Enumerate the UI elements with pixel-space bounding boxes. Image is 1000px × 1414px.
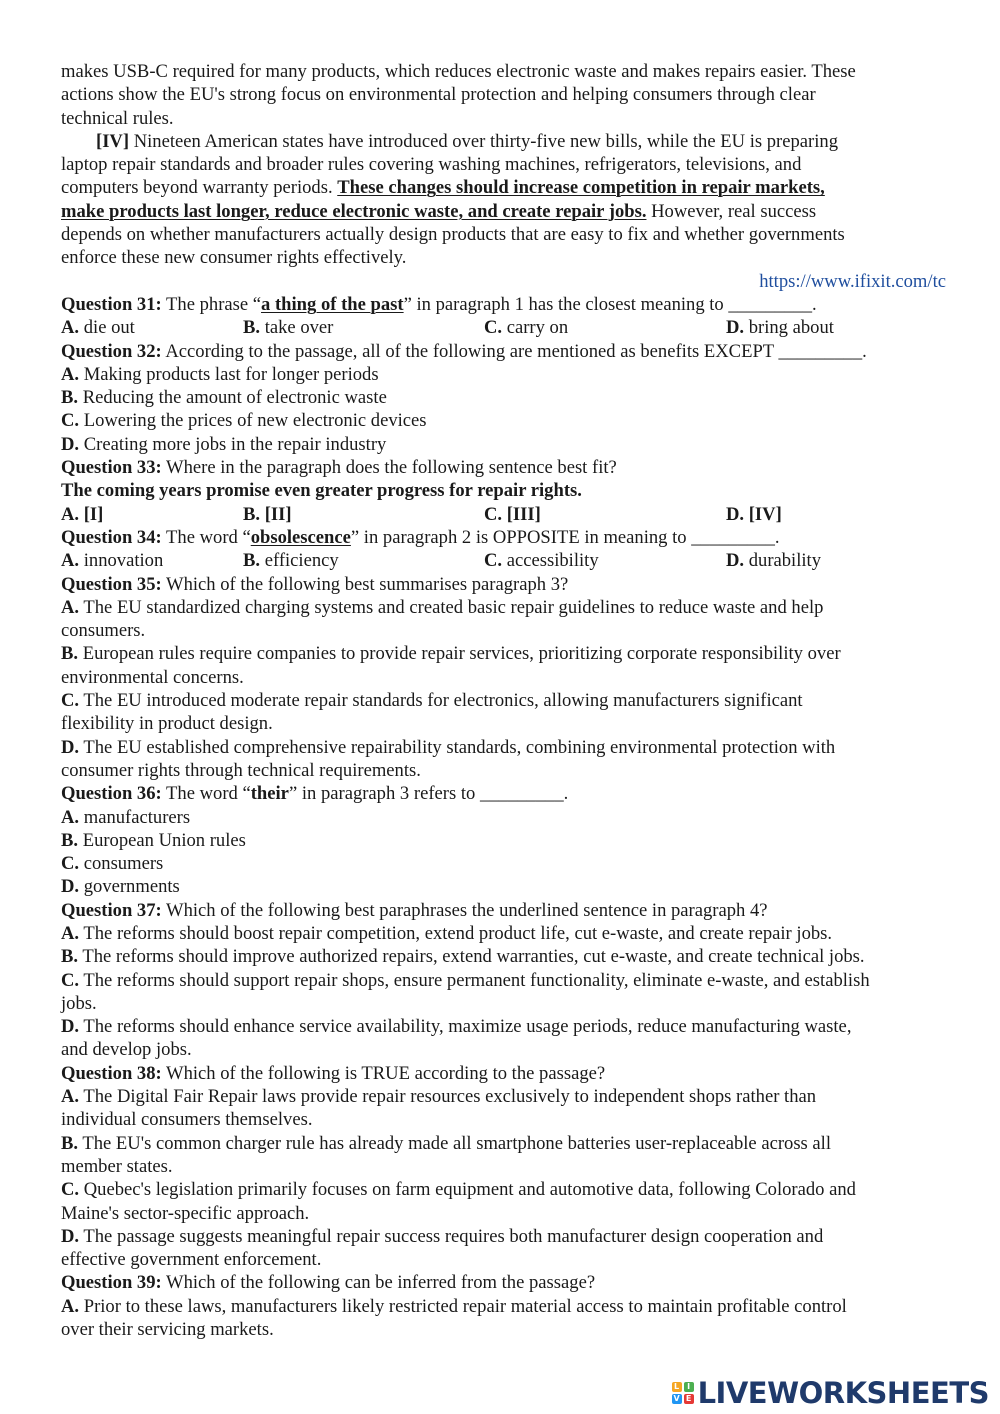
option-d[interactable]: D. durability [726, 550, 822, 572]
paragraph-4-line: enforce these new consumer rights effectively. [61, 247, 407, 269]
question-39: Question 39: Which of the following can be inferred from the passage? [61, 1272, 596, 1294]
insert-sentence: The coming years promise even greater progress for repair rights. [61, 480, 582, 502]
option-b[interactable]: B. take over [243, 317, 334, 339]
option-a[interactable]: A. Making products last for longer periods [61, 363, 379, 385]
option-d[interactable]: D. bring about [726, 317, 834, 339]
question-33: Question 33: Where in the paragraph does the following sentence best fit? [61, 457, 617, 479]
paragraph-4-line: depends on whether manufacturers actually design products that are easy to fix and whether governments [61, 224, 845, 246]
option-a[interactable]: A. Prior to these laws, manufacturers likely restricted repair material access to maintain profitable control over their servicing markets. [61, 1295, 847, 1341]
question-32: Question 32: According to the passage, all of the following are mentioned as benefits EXCEPT _________. [61, 340, 867, 362]
question-35: Question 35: Which of the following best summarises paragraph 3? [61, 573, 569, 595]
option-d[interactable]: D. The passage suggests meaningful repair success requires both manufacturer design cooperation and effective government enforcement. [61, 1225, 824, 1271]
option-b[interactable]: B. European rules require companies to provide repair services, prioritizing corporate responsibility over environmental concerns. [61, 643, 841, 688]
question-31: Question 31: The phrase “a thing of the past” in paragraph 1 has the closest meaning to _________. [61, 293, 817, 315]
option-a[interactable]: A. The Digital Fair Repair laws provide repair resources exclusively to independent shops rather than individual consumers themselves. [61, 1086, 817, 1131]
logo-mark-icon [672, 1382, 694, 1404]
passage-line: technical rules. [61, 107, 174, 129]
underlined-sentence: These changes should increase competition in repair markets, [337, 177, 825, 199]
option-b[interactable]: B. efficiency [243, 550, 339, 572]
option-c[interactable]: C. [III] [484, 503, 541, 525]
question-34: Question 34: The word “obsolescence” in paragraph 2 is OPPOSITE in meaning to _________. [61, 526, 780, 548]
logo-text: LIVEWORKSHEETS [697, 1376, 989, 1410]
question-36: Question 36: The word “their” in paragraph 3 refers to _________. [61, 783, 569, 805]
option-c[interactable]: C. The reforms should support repair shops, ensure permanent functionality, eliminate e-waste, and establish jobs. [61, 969, 870, 1014]
option-a[interactable]: A. manufacturers [61, 806, 191, 828]
paragraph-4-line: laptop repair standards and broader rules covering washing machines, refrigerators, televisions, and [61, 154, 802, 176]
worksheet-page [61, 60, 946, 1341]
key-word: their [250, 783, 289, 805]
paragraph-4-line: [IV] Nineteen American states have introduced over thirty-five new bills, while the EU is preparing [96, 130, 838, 152]
paragraph-4-line: make products last longer, reduce electronic waste, and create repair jobs. However, real success [61, 200, 817, 222]
option-c[interactable]: C. carry on [484, 317, 569, 339]
source-link[interactable]: https://www.ifixit.com/tc [759, 270, 946, 292]
question-38: Question 38: Which of the following is TRUE according to the passage? [61, 1062, 606, 1084]
passage-line: actions show the EU's strong focus on environmental protection and helping consumers through clear [61, 84, 816, 106]
option-b[interactable]: B. European Union rules [61, 829, 246, 851]
option-d[interactable]: D. The EU established comprehensive repairability standards, combining environmental protection with consumer rights through technical requirements. [61, 736, 836, 781]
option-b[interactable]: B. Reducing the amount of electronic waste [61, 387, 387, 409]
option-a[interactable]: A. [I] [61, 503, 104, 525]
logo-mark-l: L [672, 1382, 682, 1392]
option-d[interactable]: D. Creating more jobs in the repair industry [61, 433, 387, 455]
key-phrase: a thing of the past [261, 293, 404, 315]
underlined-sentence: make products last longer, reduce electronic waste, and create repair jobs. [61, 200, 647, 222]
option-a[interactable]: A. The reforms should boost repair competition, extend product life, cut e-waste, and create repair jobs. [61, 922, 833, 944]
liveworksheets-logo[interactable] [672, 1378, 989, 1408]
option-d[interactable]: D. [IV] [726, 503, 782, 525]
option-c[interactable]: C. The EU introduced moderate repair standards for electronics, allowing manufacturers significant flexibility in product design. [61, 690, 803, 735]
paragraph-marker: [IV] [96, 130, 130, 152]
passage-line: makes USB-C required for many products, which reduces electronic waste and makes repairs easier. These [61, 61, 856, 82]
question-37: Question 37: Which of the following best paraphrases the underlined sentence in paragraph 4? [61, 899, 768, 921]
logo-mark-i: I [684, 1382, 694, 1392]
option-a[interactable]: A. die out [61, 317, 135, 339]
option-a[interactable]: A. The EU standardized charging systems and created basic repair guidelines to reduce waste and help consumers. [61, 596, 824, 642]
paragraph-4-line: computers beyond warranty periods. These changes should increase competition in repair markets, [61, 177, 825, 199]
logo-mark-v: V [673, 1394, 680, 1403]
option-d[interactable]: D. The reforms should enhance service availability, maximize usage periods, reduce manufacturing waste, and develop jobs. [61, 1016, 852, 1061]
q31-options [61, 316, 943, 339]
option-b[interactable]: B. The EU's common charger rule has already made all smartphone batteries user-replaceable across all member states. [61, 1132, 832, 1177]
option-a[interactable]: A. innovation [61, 550, 164, 572]
option-c[interactable]: C. consumers [61, 853, 164, 875]
option-c[interactable]: C. Quebec's legislation primarily focuses on farm equipment and automotive data, following Colorado and Maine's sector-specific approach. [61, 1179, 856, 1224]
option-b[interactable]: B. The reforms should improve authorized repairs, extend warranties, cut e-waste, and create technical jobs. [61, 946, 865, 968]
key-word: obsolescence [250, 526, 351, 548]
option-b[interactable]: B. [II] [243, 503, 292, 525]
option-d[interactable]: D. governments [61, 876, 180, 898]
option-c[interactable]: C. Lowering the prices of new electronic devices [61, 410, 427, 432]
logo-mark-e: E [684, 1394, 694, 1404]
q34-options [61, 549, 943, 572]
q33-options [61, 503, 943, 526]
option-c[interactable]: C. accessibility [484, 550, 599, 572]
